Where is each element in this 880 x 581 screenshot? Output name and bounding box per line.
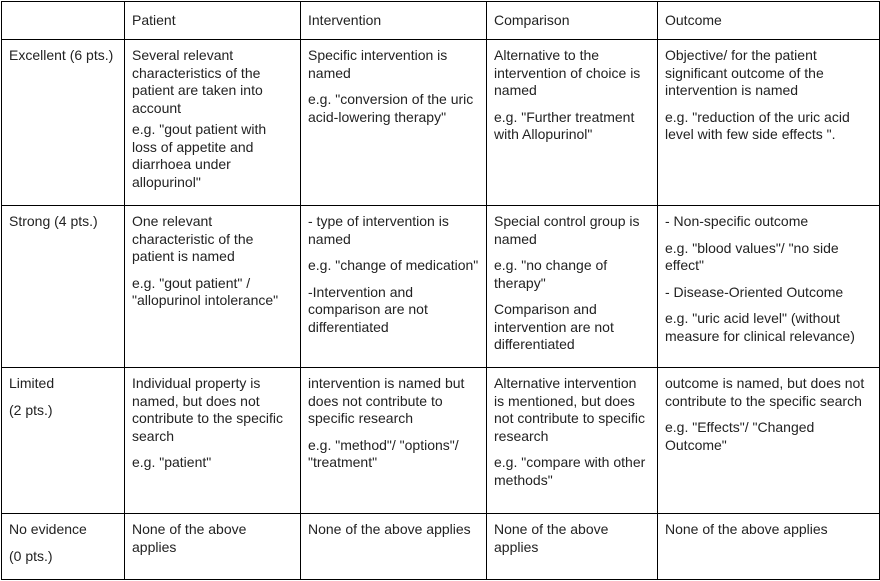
intervention-cell [301, 368, 487, 514]
table-row [2, 40, 880, 206]
cell-example: e.g. "blood values"/ "no side effect" [665, 239, 839, 273]
row-label-cell [2, 40, 125, 206]
cell-description: None of the above applies [132, 521, 247, 555]
cell-note: -Intervention and comparison are not differentiated [308, 283, 428, 335]
cell-description: None of the above applies [665, 521, 828, 537]
intervention-cell [301, 514, 487, 580]
header-patient [125, 2, 301, 40]
header-outcome [658, 2, 880, 40]
cell-description: None of the above applies [494, 521, 609, 555]
comparison-cell [487, 206, 658, 368]
cell-example: e.g. "patient" [132, 454, 212, 470]
cell-description: intervention is named but does not contribute to specific research [308, 375, 465, 426]
header-patient-label: Patient [132, 12, 176, 28]
header-row [2, 2, 880, 40]
comparison-cell [487, 40, 658, 206]
patient-cell [125, 40, 301, 206]
row-label: No evidence [9, 521, 87, 537]
row-points: (2 pts.) [9, 401, 53, 418]
cell-description: None of the above applies [308, 521, 471, 537]
patient-cell [125, 206, 301, 368]
table-row [2, 514, 880, 580]
pico-rubric-table [1, 1, 880, 580]
header-corner-cell [2, 2, 125, 40]
comparison-cell [487, 514, 658, 580]
cell-example: e.g. "reduction of the uric acid level with few side effects ". [665, 108, 850, 142]
patient-cell [125, 368, 301, 514]
outcome-cell [658, 368, 880, 514]
cell-example: e.g. "gout patient" / "allopurinol intolerance" [132, 274, 279, 308]
header-comparison-label: Comparison [494, 12, 570, 28]
outcome-cell [658, 514, 880, 580]
row-label-cell [2, 368, 125, 514]
cell-example: e.g. "change of medication" [308, 257, 479, 273]
row-label: Excellent (6 pts.) [9, 47, 114, 63]
header-outcome-label: Outcome [665, 12, 722, 28]
cell-example: e.g. "Effects"/ "Changed Outcome" [665, 419, 815, 453]
cell-description: Specific intervention is named [308, 47, 448, 81]
cell-description: - Non-specific outcome [665, 213, 809, 229]
row-label: Strong (4 pts.) [9, 213, 98, 229]
row-label: Limited [9, 375, 55, 391]
cell-example: e.g. "method"/ "options"/ "treatment" [308, 436, 459, 470]
cell-example: e.g. "no change of therapy" [494, 257, 608, 291]
cell-note: - Disease-Oriented Outcome [665, 283, 844, 300]
comparison-cell [487, 368, 658, 514]
cell-description: - type of intervention is named [308, 213, 449, 247]
cell-description: Individual property is named, but does not contribute to the specific search [132, 375, 283, 444]
cell-example: e.g. "compare with other methods" [494, 454, 646, 488]
cell-description: Objective/ for the patient significant outcome of the intervention is named [665, 47, 824, 98]
cell-example: e.g. "conversion of the uric acid-lowering therapy" [308, 91, 474, 125]
patient-cell [125, 514, 301, 580]
row-points: (0 pts.) [9, 547, 53, 564]
header-comparison [487, 2, 658, 40]
cell-description: Special control group is named [494, 213, 640, 247]
header-intervention [301, 2, 487, 40]
header-intervention-label: Intervention [308, 12, 382, 28]
cell-example: e.g. "gout patient with loss of appetite and diarrhoea under allopurinol" [132, 121, 267, 190]
table-row [2, 368, 880, 514]
row-label-cell [2, 206, 125, 368]
cell-description: Alternative intervention is mentioned, but does not contribute to specific research [494, 375, 645, 444]
cell-description: One relevant characteristic of the patient is named [132, 213, 254, 264]
outcome-cell [658, 40, 880, 206]
cell-description: Several relevant characteristics of the patient are taken into account [132, 47, 263, 116]
cell-description: Alternative to the intervention of choice is named [494, 47, 641, 98]
intervention-cell [301, 206, 487, 368]
cell-example: e.g. "uric acid level" (without measure for clinical relevance) [665, 310, 855, 344]
cell-description: outcome is named, but does not contribute to the specific search [665, 375, 865, 409]
outcome-cell [658, 206, 880, 368]
row-label-cell [2, 514, 125, 580]
cell-example: e.g. "Further treatment with Allopurinol" [494, 108, 635, 142]
cell-note: Comparison and intervention are not differentiated [494, 301, 614, 352]
intervention-cell [301, 40, 487, 206]
table-row [2, 206, 880, 368]
